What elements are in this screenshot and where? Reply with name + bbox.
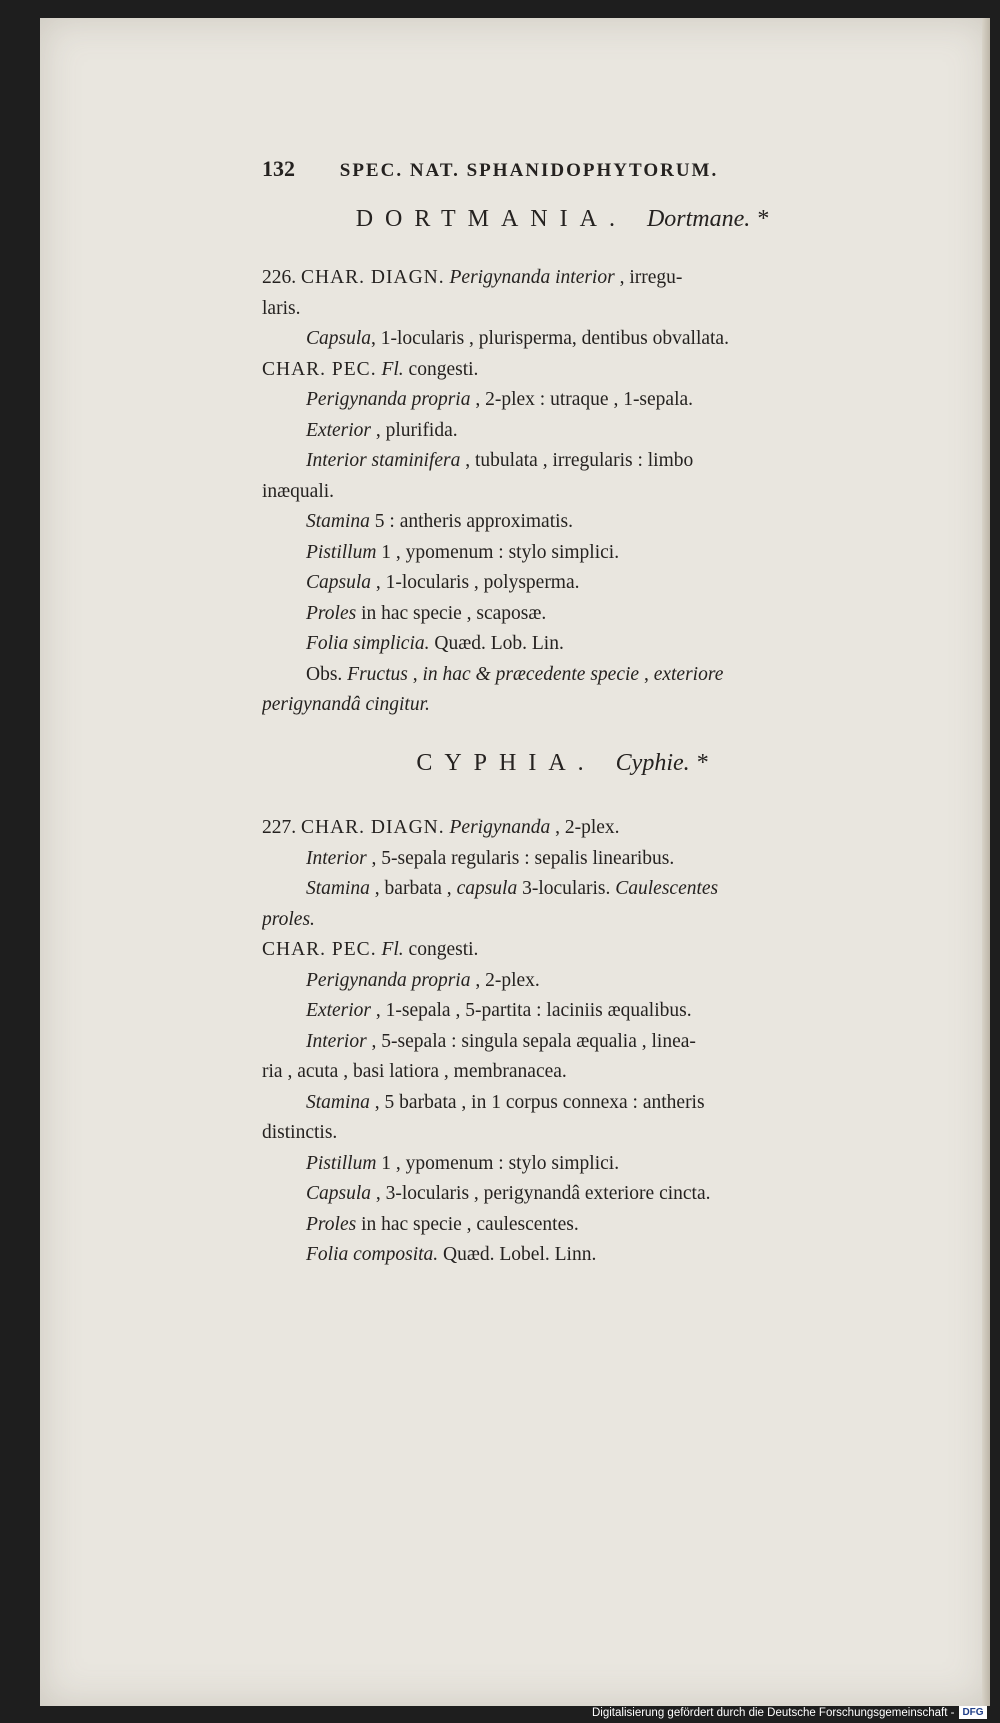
text-line xyxy=(262,355,862,386)
text-run: Folia composita. xyxy=(306,1244,439,1265)
text-run: , plurifida. xyxy=(370,419,458,441)
text-run: Stamina xyxy=(306,1091,370,1113)
text-run: , irregu- xyxy=(614,267,683,288)
text-run: Obs. xyxy=(306,663,348,685)
text-run: capsula xyxy=(456,878,518,899)
text-run: congesti. xyxy=(403,939,479,960)
text-line xyxy=(262,844,862,875)
text-line xyxy=(262,385,862,416)
page-number: 132 xyxy=(262,156,295,181)
text-run: Quæd. Lob. Lin. xyxy=(429,633,564,654)
text-line xyxy=(262,1118,862,1149)
text-run: Capsula xyxy=(306,328,372,349)
text-line xyxy=(262,935,862,966)
text-line xyxy=(262,1027,862,1058)
text-run: Interior staminifera xyxy=(306,450,461,471)
text-run: , 5-sepala : singula sepala æqualia , linea- xyxy=(366,1030,696,1052)
text-run: congesti. xyxy=(403,358,479,380)
text-run: CHAR. PEC. xyxy=(262,939,377,960)
text-run: , tubulata , irregularis : limbo xyxy=(460,450,694,471)
text-line xyxy=(262,1149,862,1180)
text-line xyxy=(262,966,862,997)
text-line xyxy=(262,263,862,294)
book-page xyxy=(40,18,990,1706)
text-run: inæquali. xyxy=(262,480,335,502)
text-line xyxy=(262,813,862,844)
text-run: CHAR. PEC. xyxy=(262,358,377,380)
text-run: Capsula xyxy=(306,572,372,593)
text-run: laris. xyxy=(262,297,301,319)
text-line xyxy=(262,629,862,660)
text-run: Fl. xyxy=(381,939,404,960)
text-line xyxy=(262,996,862,1027)
text-line xyxy=(262,1210,862,1241)
text-run: , 2-plex. xyxy=(470,969,540,991)
text-run: Perigynanda xyxy=(449,817,551,838)
text-line xyxy=(262,568,862,599)
text-run: in hac specie , caulescentes. xyxy=(356,1213,579,1235)
text-run: Exterior xyxy=(306,419,371,441)
text-run: 1 , ypomenum : stylo simplici. xyxy=(376,1152,620,1174)
text-run: Proles xyxy=(306,602,357,624)
dortmania-description xyxy=(262,263,862,721)
text-run: Fructus xyxy=(347,663,408,685)
text-run: Stamina xyxy=(306,511,370,532)
text-line xyxy=(262,477,862,508)
text-run: , barbata , xyxy=(369,878,457,899)
genus-heading-dortmania xyxy=(262,206,862,233)
text-run: Pistillum xyxy=(306,1152,377,1174)
text-run: Perigynanda propria xyxy=(306,389,471,410)
genus-vernacular: Dortmane. * xyxy=(646,206,769,232)
text-run: , xyxy=(407,663,423,685)
text-line xyxy=(262,446,862,477)
text-line xyxy=(262,690,862,721)
text-run: Interior xyxy=(306,1030,367,1052)
text-run: , 2-plex : utraque , 1-sepala. xyxy=(470,389,694,410)
text-run: Pistillum xyxy=(306,541,377,563)
text-line xyxy=(262,1240,862,1271)
text-line xyxy=(262,660,862,691)
text-run: CHAR. DIAGN. xyxy=(301,817,445,838)
footer-text: Digitalisierung gefördert durch die Deutsche Forschungsgemeinschaft - xyxy=(592,1706,955,1719)
text-run: ria , acuta , basi latiora , membranacea. xyxy=(262,1061,567,1082)
cyphia-description xyxy=(262,813,862,1271)
text-run: Folia simplicia. xyxy=(306,633,430,654)
text-line xyxy=(262,538,862,569)
text-run: , 1-locularis , polysperma. xyxy=(371,572,580,593)
text-run: Perigynanda propria xyxy=(306,969,471,991)
text-run: in hac & præcedente specie xyxy=(422,663,640,685)
text-run: Interior xyxy=(306,847,367,869)
text-line xyxy=(262,599,862,630)
text-run: Fl. xyxy=(381,358,404,380)
text-run: CHAR. DIAGN. xyxy=(301,267,445,288)
genus-name: CYPHIA. xyxy=(416,750,596,776)
digitization-footer xyxy=(592,1702,1000,1723)
text-line xyxy=(262,874,862,905)
text-run: distinctis. xyxy=(262,1122,338,1143)
genus-name: DORTMANIA. xyxy=(355,206,627,232)
text-line xyxy=(262,905,862,936)
text-line xyxy=(262,324,862,355)
text-run: Capsula xyxy=(306,1183,372,1204)
text-run: perigynandâ cingitur. xyxy=(262,694,430,715)
text-run: 3-locularis. xyxy=(517,878,616,899)
text-run: exteriore xyxy=(653,663,724,685)
running-title: SPEC. NAT. SPHANIDOPHYTORUM. xyxy=(339,160,719,181)
text-run: 1 , ypomenum : stylo simplici. xyxy=(376,541,620,563)
text-run: Caulescentes xyxy=(615,878,719,899)
text-run: Stamina xyxy=(306,878,370,899)
text-run: Proles xyxy=(306,1213,357,1235)
text-run: , 2-plex. xyxy=(550,817,620,838)
text-run: 226. xyxy=(262,267,301,288)
genus-vernacular: Cyphie. * xyxy=(615,750,708,776)
text-run: Exterior xyxy=(306,1000,371,1021)
genus-heading-cyphia xyxy=(262,750,862,777)
text-line xyxy=(262,507,862,538)
text-run: Perigynanda interior xyxy=(449,267,615,288)
text-run: , 1-locularis , plurisperma, dentibus obvallata. xyxy=(371,328,729,349)
text-run: , 5-sepala regularis : sepalis linearibus. xyxy=(366,847,675,869)
text-line xyxy=(262,294,862,325)
text-line xyxy=(262,1057,862,1088)
text-line xyxy=(262,1088,862,1119)
dfg-logo: DFG xyxy=(959,1706,986,1719)
text-run: proles. xyxy=(262,908,315,930)
text-run: , 3-locularis , perigynandâ exteriore cincta. xyxy=(371,1183,711,1204)
text-run: Quæd. Lobel. Linn. xyxy=(438,1244,597,1265)
text-run: , xyxy=(639,663,654,685)
text-run: 5 : antheris approximatis. xyxy=(369,511,574,532)
text-run: , 5 barbata , in 1 corpus connexa : antheris xyxy=(369,1091,705,1113)
page-edge xyxy=(982,18,990,1706)
text-run: 227. xyxy=(262,817,301,838)
text-run: in hac specie , scaposæ. xyxy=(356,602,547,624)
text-line xyxy=(262,1179,862,1210)
text-line xyxy=(262,416,862,447)
text-run: , 1-sepala , 5-partita : laciniis æqualibus. xyxy=(370,1000,692,1021)
running-head xyxy=(262,156,862,182)
